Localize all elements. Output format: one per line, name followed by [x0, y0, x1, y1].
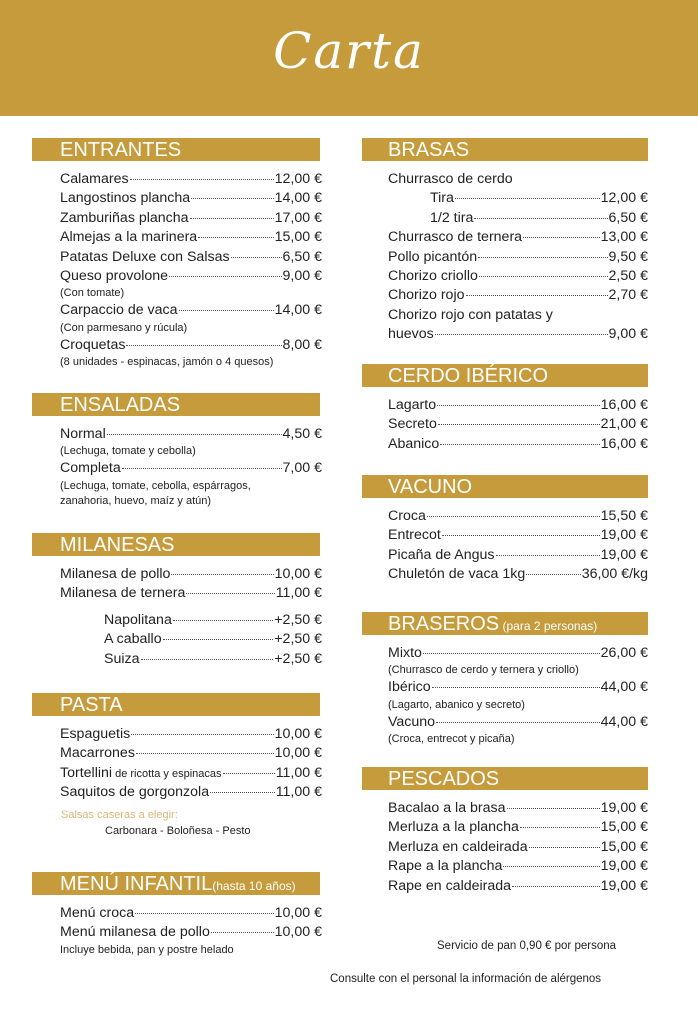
dotted-leader — [186, 593, 274, 594]
item-name — [60, 765, 222, 781]
menu-item — [388, 326, 648, 345]
menu-item — [60, 190, 322, 209]
dotted-leader — [169, 276, 281, 277]
item-list — [60, 566, 322, 670]
item-description: Incluye bebida, pan y postre helado — [60, 943, 234, 956]
item-name — [104, 651, 140, 667]
dotted-leader — [479, 276, 608, 277]
menu-item — [388, 397, 648, 416]
menu-item — [388, 800, 648, 819]
item-name — [60, 249, 230, 265]
item-description: (Lagarto, abanico y secreto) — [388, 698, 525, 711]
section-title: ENSALADAS — [60, 394, 181, 416]
menu-item — [388, 287, 648, 306]
dotted-leader — [496, 555, 600, 556]
item-price: +2,50 € — [274, 650, 322, 667]
item-name — [60, 566, 170, 582]
dotted-leader — [455, 198, 600, 199]
item-name-text: Mixto — [388, 645, 422, 661]
item-list — [60, 905, 322, 959]
item-name-detail: de ricotta y espinacas — [112, 767, 222, 780]
item-name-text: Carpaccio de vaca — [60, 302, 178, 319]
item-name-text: Calamares — [60, 171, 129, 187]
item-name — [60, 924, 210, 940]
item-list — [60, 726, 322, 804]
dotted-leader — [191, 198, 274, 199]
section-ensaladas — [32, 393, 322, 510]
menu-item-label: Chorizo rojo con patatas y — [388, 306, 553, 323]
dotted-leader — [122, 468, 282, 469]
section-title: PESCADOS — [388, 768, 500, 790]
dotted-leader — [171, 574, 273, 575]
item-name-text: Rape a la plancha — [388, 858, 503, 875]
menu-item — [388, 858, 648, 877]
section-title: PASTA — [60, 694, 123, 716]
item-price: 4,50 € — [282, 426, 322, 442]
item-price: 7,00 € — [282, 460, 322, 477]
item-list — [60, 426, 322, 510]
item-description: (Lechuga, tomate, cebolla, espárragos, — [60, 479, 251, 492]
dotted-leader — [503, 866, 599, 867]
menu-item — [60, 302, 322, 321]
section-header — [362, 364, 648, 387]
item-name-text: huevos — [388, 326, 434, 343]
item-price: 16,00 € — [600, 397, 648, 413]
item-name — [60, 190, 190, 206]
item-name-text: Merluza en caldeirada — [388, 838, 528, 855]
section-title: CERDO IBÉRICO — [388, 365, 549, 387]
section-title: MENÚ INFANTIL — [60, 873, 213, 895]
item-price: 44,00 € — [600, 713, 648, 730]
item-name-text: Menú croca — [60, 905, 135, 921]
section-pasta — [32, 693, 322, 804]
item-name-text: Picaña de Angus — [388, 546, 495, 563]
section-subtitle: (hasta 10 años) — [212, 879, 296, 893]
section-header — [32, 393, 320, 416]
item-price: 14,00 € — [274, 302, 322, 319]
menu-title: Carta — [273, 22, 425, 80]
section-entrantes — [32, 138, 322, 371]
dotted-leader — [512, 886, 600, 887]
item-price: 10,00 € — [274, 924, 322, 941]
dotted-leader — [436, 722, 600, 723]
section-cerdo — [362, 364, 648, 455]
item-list — [388, 508, 648, 586]
menu-item — [104, 612, 322, 631]
item-name-text: Croca — [388, 508, 426, 524]
header-banner — [0, 0, 698, 116]
dotted-leader — [474, 218, 607, 219]
menu-item — [60, 171, 322, 190]
item-name — [60, 171, 129, 187]
item-price: 19,00 € — [600, 800, 648, 816]
dotted-leader — [135, 913, 274, 914]
item-name-text: Normal — [60, 426, 106, 442]
dotted-leader — [440, 444, 599, 445]
item-price: +2,50 € — [274, 631, 322, 648]
item-price: 8,00 € — [282, 336, 322, 353]
item-name-text: Ibérico — [388, 679, 431, 696]
item-name — [388, 714, 435, 730]
menu-item — [60, 765, 322, 784]
item-name — [60, 905, 134, 921]
item-name-text: 1/2 tira — [430, 209, 474, 226]
dotted-leader — [107, 434, 282, 435]
item-name — [388, 800, 506, 816]
menu-item — [60, 460, 322, 479]
item-name — [60, 585, 185, 601]
item-price: 11,00 € — [275, 585, 322, 602]
dotted-leader — [427, 516, 600, 517]
item-price: 15,00 € — [600, 819, 648, 836]
item-price: 26,00 € — [600, 645, 648, 661]
item-name-text: Vacuno — [388, 713, 436, 730]
item-name — [388, 326, 434, 342]
item-price: 19,00 € — [600, 877, 648, 894]
item-name-text: Secreto — [388, 416, 437, 433]
item-name — [60, 460, 121, 476]
item-description: (Lechuga, tomate y cebolla) — [60, 445, 196, 458]
item-name-text: Merluza a la plancha — [388, 819, 519, 836]
menu-item — [388, 527, 648, 546]
item-name — [60, 210, 189, 226]
item-name — [60, 726, 130, 742]
item-description: (Churrasco de cerdo y ternera y criollo) — [388, 664, 579, 677]
dotted-leader — [141, 659, 274, 660]
item-price: 11,00 € — [275, 764, 322, 781]
item-price: 36,00 €/kg — [581, 566, 648, 583]
dotted-leader — [173, 620, 273, 621]
section-header — [32, 872, 320, 895]
item-description: (Con tomate) — [60, 287, 125, 300]
menu-item — [60, 249, 322, 268]
item-name-text: Tira — [430, 190, 454, 207]
dotted-leader — [526, 574, 580, 575]
item-description: (8 unidades - espinacas, jamón o 4 quesos) — [60, 356, 274, 369]
item-name-text: Churrasco de ternera — [388, 229, 523, 246]
dotted-leader — [223, 773, 275, 774]
item-list — [388, 800, 648, 897]
section-infantil — [32, 872, 322, 959]
item-price: 14,00 € — [274, 190, 322, 207]
item-price: 11,00 € — [275, 784, 322, 801]
section-braseros — [362, 612, 648, 748]
section-header — [362, 138, 648, 161]
menu-item — [60, 426, 322, 445]
item-description: zanahoria, huevo, maíz y atún) — [60, 494, 212, 507]
item-name-text: Chorizo criollo — [388, 267, 478, 284]
menu-item — [430, 210, 648, 229]
menu-item — [388, 878, 648, 897]
menu-item — [388, 714, 648, 733]
section-title: ENTRANTES — [60, 139, 182, 161]
menu-item — [388, 229, 648, 248]
allergens-note: Consulte con el personal la información de alérgenos — [330, 973, 602, 985]
menu-item — [60, 337, 322, 356]
item-name — [388, 436, 439, 452]
item-list — [60, 171, 322, 371]
dotted-leader — [210, 792, 275, 793]
dotted-leader — [432, 687, 600, 688]
item-name — [388, 679, 431, 695]
item-name — [388, 527, 441, 543]
menu-item — [388, 645, 648, 664]
menu-item — [388, 508, 648, 527]
item-price: 12,00 € — [600, 190, 648, 207]
menu-item — [60, 566, 322, 585]
item-name — [60, 268, 168, 284]
item-name-text: Patatas Deluxe con Salsas — [60, 248, 230, 265]
item-name — [388, 878, 511, 894]
item-name-text: Lagarto — [388, 397, 437, 413]
menu-item — [388, 268, 648, 287]
item-name-text: Menú milanesa de pollo — [60, 924, 210, 941]
item-price: 15,50 € — [600, 508, 648, 524]
item-name-text: A caballo — [104, 631, 162, 648]
item-name — [60, 229, 197, 245]
item-name — [60, 745, 135, 761]
item-price: 10,00 € — [274, 726, 322, 742]
item-price: +2,50 € — [274, 611, 322, 628]
item-name-text: Tortellini — [60, 764, 113, 781]
item-price: 15,00 € — [274, 229, 322, 246]
item-price: 16,00 € — [600, 435, 648, 452]
menu-item — [60, 210, 322, 229]
menu-item — [60, 905, 322, 924]
item-name — [388, 858, 502, 874]
item-name — [104, 612, 172, 628]
section-header — [362, 475, 648, 498]
item-name-text: Chuletón de vaca 1kg — [388, 566, 526, 583]
dotted-leader — [466, 295, 608, 296]
item-list — [388, 397, 648, 455]
item-list — [388, 645, 648, 748]
item-description: (Croca, entrecot y picaña) — [388, 733, 515, 746]
section-header — [32, 533, 320, 556]
item-name-text: Completa — [60, 460, 121, 477]
dotted-leader — [211, 932, 274, 933]
section-header — [32, 693, 320, 716]
dotted-leader — [520, 827, 600, 828]
item-name-text: Entrecot — [388, 527, 441, 544]
dotted-leader — [507, 808, 600, 809]
item-name-text: Macarrones — [60, 745, 135, 762]
dotted-leader — [131, 734, 273, 735]
item-price: 15,00 € — [600, 838, 648, 855]
dotted-leader — [231, 257, 282, 258]
item-price: 19,00 € — [600, 527, 648, 544]
item-name-text: Pollo picantón — [388, 248, 478, 265]
item-name-text: Almejas a la marinera — [60, 229, 198, 246]
dotted-leader — [126, 345, 281, 346]
menu-item — [60, 924, 322, 943]
menu-item — [388, 547, 648, 566]
spacer — [60, 605, 322, 612]
item-name-text: Milanesa de pollo — [60, 566, 171, 582]
item-price: 44,00 € — [600, 679, 648, 696]
item-name-text: Zamburiñas plancha — [60, 209, 189, 226]
section-milanesas — [32, 533, 322, 670]
item-description: (Con parmesano y rúcula) — [60, 321, 188, 334]
dotted-leader — [423, 653, 600, 654]
menu-item — [60, 745, 322, 764]
menu-item — [388, 839, 648, 858]
menu-item — [388, 436, 648, 455]
section-title: BRASEROS — [388, 613, 500, 635]
menu-item — [430, 190, 648, 209]
item-name — [388, 839, 528, 855]
item-name — [388, 397, 436, 413]
item-price: 19,00 € — [600, 858, 648, 875]
item-name — [388, 547, 495, 563]
dotted-leader — [523, 237, 600, 238]
item-name — [104, 631, 162, 647]
item-name-text: Langostinos plancha — [60, 190, 191, 207]
item-name — [430, 210, 473, 226]
section-subtitle: (para 2 personas) — [499, 619, 598, 633]
item-name-text: Napolitana — [104, 611, 172, 628]
dotted-leader — [130, 179, 274, 180]
menu-item — [388, 679, 648, 698]
item-name — [60, 302, 178, 318]
salsas-options: Carbonara - Boloñesa - Pesto — [105, 825, 251, 837]
menu-item — [388, 819, 648, 838]
item-price: 10,00 € — [274, 566, 322, 582]
item-name — [388, 287, 465, 303]
menu-item — [104, 631, 322, 650]
item-name-text: Chorizo rojo — [388, 287, 465, 304]
menu-item — [60, 726, 322, 745]
item-price: 9,50 € — [608, 248, 648, 265]
menu-item — [60, 229, 322, 248]
section-title: VACUNO — [388, 476, 473, 498]
dotted-leader — [437, 405, 600, 406]
item-price: 6,50 € — [608, 209, 648, 226]
bread-service-note: Servicio de pan 0,90 € por persona — [437, 940, 617, 952]
item-price: 2,70 € — [608, 287, 648, 304]
item-price: 17,00 € — [274, 209, 322, 226]
menu-item — [104, 651, 322, 670]
item-name — [60, 426, 106, 442]
item-name — [60, 784, 209, 800]
item-name-text: Queso provolone — [60, 267, 169, 284]
menu-item — [388, 566, 648, 585]
item-name-text: Saquitos de gorgonzola — [60, 784, 210, 801]
item-name-text: Espaguetis — [60, 726, 131, 742]
item-price: 10,00 € — [274, 905, 322, 921]
item-name-text: Suiza — [104, 650, 140, 667]
dotted-leader — [529, 847, 600, 848]
menu-item — [388, 416, 648, 435]
item-name — [388, 249, 477, 265]
item-price: 9,00 € — [608, 326, 648, 343]
section-brasas — [362, 138, 648, 346]
item-name-text: Croquetas — [60, 336, 126, 353]
dotted-leader — [198, 237, 273, 238]
dotted-leader — [136, 753, 274, 754]
item-name — [388, 819, 519, 835]
dotted-leader — [435, 334, 608, 335]
section-header — [362, 767, 648, 790]
section-title: BRASAS — [388, 139, 470, 161]
item-price: 6,50 € — [282, 248, 322, 265]
section-vacuno — [362, 475, 648, 586]
dotted-leader — [478, 257, 607, 258]
item-price: 12,00 € — [274, 171, 322, 187]
dotted-leader — [163, 639, 274, 640]
menu-item — [60, 585, 322, 604]
item-name-text: Milanesa de ternera — [60, 585, 186, 602]
item-price: 19,00 € — [600, 546, 648, 563]
menu-item-label: Churrasco de cerdo — [388, 171, 513, 187]
item-name — [388, 566, 525, 582]
section-pescados — [362, 767, 648, 897]
section-header — [362, 612, 648, 635]
item-price: 2,50 € — [608, 267, 648, 284]
item-name — [388, 268, 478, 284]
item-price: 9,00 € — [282, 267, 322, 284]
item-name — [388, 229, 522, 245]
item-name — [388, 508, 426, 524]
item-name-text: Abanico — [388, 435, 440, 452]
item-name-text: Bacalao a la brasa — [388, 800, 506, 816]
dotted-leader — [438, 424, 600, 425]
item-name — [430, 190, 454, 206]
item-name — [388, 645, 422, 661]
section-header — [32, 138, 320, 161]
item-name — [60, 337, 125, 353]
dotted-leader — [190, 218, 274, 219]
item-price: 21,00 € — [600, 416, 648, 433]
salsas-title: Salsas caseras a elegir: — [61, 809, 178, 821]
item-price: 10,00 € — [274, 745, 322, 762]
item-name-text: Rape en caldeirada — [388, 877, 512, 894]
section-title: MILANESAS — [60, 534, 175, 556]
menu-item — [60, 784, 322, 803]
menu-item — [60, 268, 322, 287]
dotted-leader — [442, 535, 600, 536]
dotted-leader — [179, 310, 274, 311]
item-price: 13,00 € — [600, 229, 648, 246]
item-name — [388, 416, 437, 432]
menu-item — [388, 249, 648, 268]
item-list — [388, 171, 648, 346]
